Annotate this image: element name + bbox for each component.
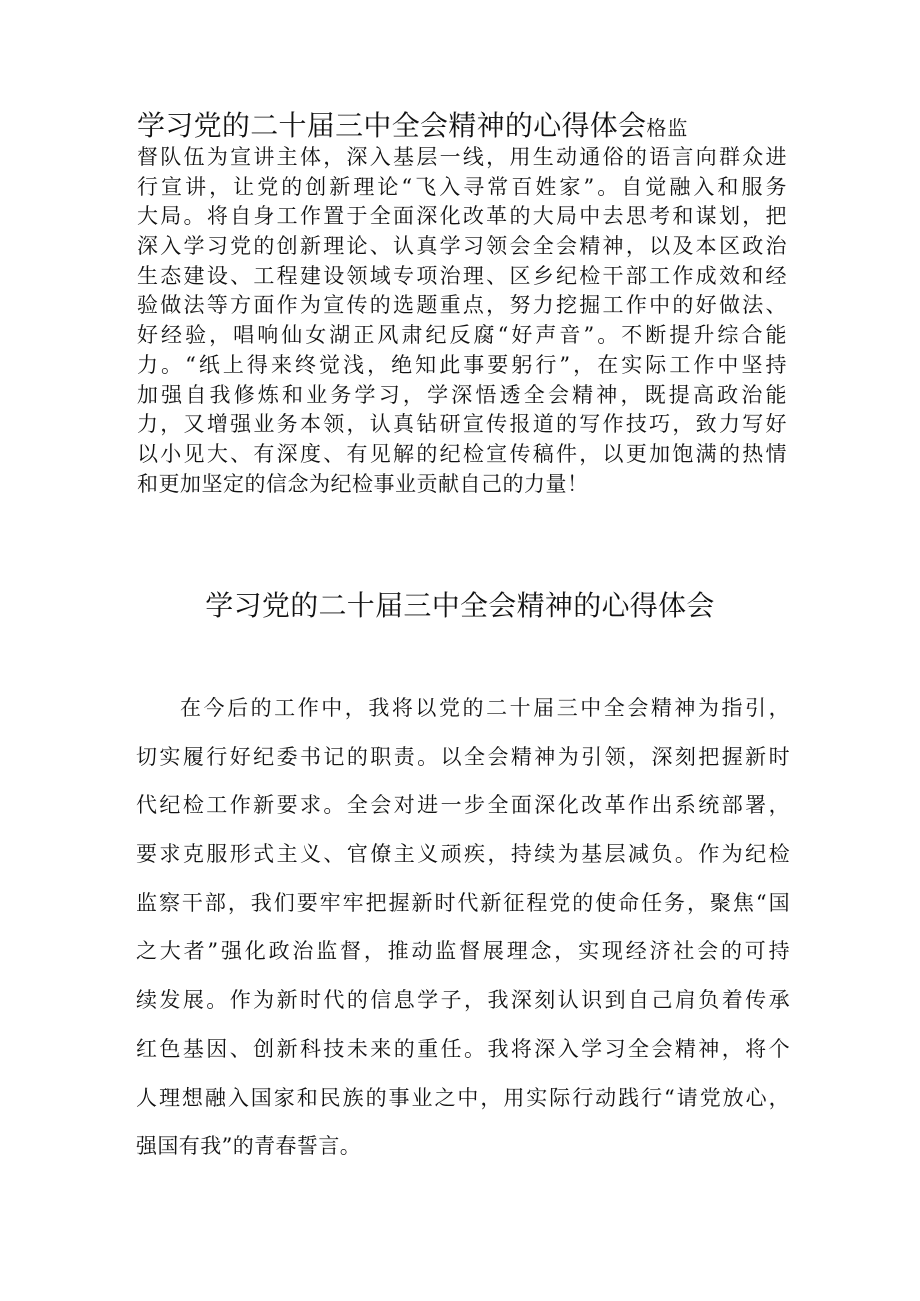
- section-1-first-line: [137, 109, 787, 143]
- paragraph-line: 加强自我修炼和业务学习，学深悟透全会精神，既提高政治能: [137, 382, 787, 407]
- paragraph-line: 代纪检工作新要求。全会对进一步全面深化改革作出系统部署，: [136, 793, 790, 818]
- paragraph-line: 力。“纸上得来终觉浅，绝知此事要躬行”，在实际工作中坚持: [137, 352, 787, 377]
- paragraph-line: 之大者”强化政治监督，推动监督展理念，实现经济社会的可持: [136, 939, 790, 964]
- paragraph-line: 力，又增强业务本领，认真钻研宣传报道的写作技巧，致力写好: [137, 412, 787, 437]
- paragraph-line: 人理想融入国家和民族的事业之中，用实际行动践行“请党放心，: [136, 1085, 790, 1110]
- paragraph-line: 以小见大、有深度、有见解的纪检宣传稿件，以更加饱满的热情: [137, 441, 787, 466]
- paragraph-line: 好经验，唱响仙女湖正风肃纪反腐“好声音”。不断提升综合能: [137, 323, 787, 348]
- paragraph-line: 行宣讲，让党的创新理论“飞入寻常百姓家”。自觉融入和服务: [137, 174, 787, 199]
- paragraph-line: 和更加坚定的信念为纪检事业贡献自己的力量！: [137, 471, 589, 496]
- paragraph-line: 督队伍为宣讲主体，深入基层一线，用生动通俗的语言向群众进: [137, 145, 787, 169]
- paragraph-line: 监察干部，我们要牢牢把握新时代新征程党的使命任务，聚焦“国: [136, 890, 790, 915]
- paragraph-line: 在今后的工作中，我将以党的二十届三中全会精神为指引，: [180, 696, 790, 720]
- section-1: [137, 109, 787, 499]
- paragraph-line: 要求克服形式主义、官僚主义顽疾，持续为基层减负。作为纪检: [136, 842, 790, 867]
- paragraph-line: 红色基因、创新科技未来的重任。我将深入学习全会精神，将个: [136, 1036, 790, 1061]
- paragraph-line: 深入学习党的创新理论、认真学习领会全会精神，以及本区政治: [137, 234, 787, 259]
- section-1-title: 学习党的二十届三中全会精神的心得体会: [137, 109, 647, 142]
- paragraph-line: 续发展。作为新时代的信息学子，我深刻认识到自己肩负着传承: [136, 988, 790, 1013]
- paragraph-line: 生态建设、工程建设领域专项治理、区乡纪检干部工作成效和经: [137, 263, 787, 288]
- paragraph-line: 大局。将自身工作置于全面深化改革的大局中去思考和谋划，把: [137, 204, 787, 229]
- section-2-title: 学习党的二十届三中全会精神的心得体会: [205, 589, 715, 622]
- paragraph-line: 强国有我”的青春誓言。: [136, 1134, 362, 1159]
- section-2: [136, 684, 790, 1171]
- paragraph-line: 切实履行好纪委书记的职责。以全会精神为引领，深刻把握新时: [136, 744, 790, 769]
- section-1-title-tail: 格监: [646, 116, 689, 140]
- paragraph-line: 验做法等方面作为宣传的选题重点，努力挖掘工作中的好做法、: [137, 293, 787, 318]
